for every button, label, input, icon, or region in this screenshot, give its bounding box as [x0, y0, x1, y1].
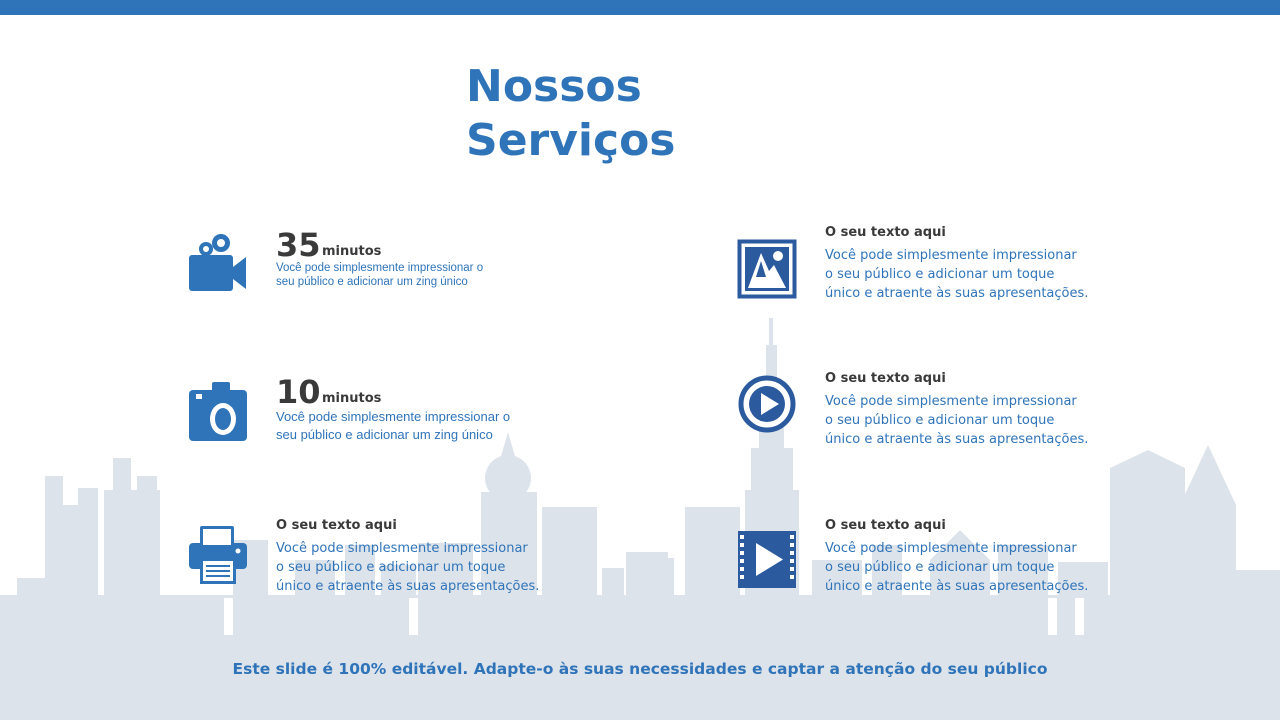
item-title-4: O seu texto aqui — [825, 518, 946, 533]
item-description-2 — [825, 246, 1115, 303]
play-circle-icon — [737, 374, 797, 434]
photo-camera-icon — [188, 381, 248, 443]
item-4-desc-line-2: o seu público e adicionar um toque — [825, 560, 1055, 575]
item-2-desc-line-1: Você pode simplesmente impressionar — [825, 248, 1077, 263]
page-title — [466, 60, 676, 168]
stat-1-desc-line-1: Você pode simplesmente impressionar o — [276, 262, 484, 274]
image-icon — [737, 239, 797, 299]
item-2-desc-line-2: o seu público e adicionar um toque — [825, 267, 1055, 282]
item-description-1 — [276, 539, 566, 596]
stat-2-desc-line-1: Você pode simplesmente impressionar o — [276, 409, 511, 424]
title-line-2: Serviços — [466, 115, 676, 166]
item-4-desc-line-1: Você pode simplesmente impressionar — [825, 541, 1077, 556]
item-description-3 — [825, 392, 1115, 449]
stat-1-desc-line-2: seu público e adicionar um zing único — [276, 276, 468, 288]
item-title-2: O seu texto aqui — [825, 225, 946, 240]
item-3-desc-line-1: Você pode simplesmente impressionar — [825, 394, 1077, 409]
stat-unit-2: minutos — [322, 391, 382, 406]
printer-icon — [188, 525, 248, 585]
stat-number-2: 10 — [276, 373, 321, 411]
item-4-desc-line-3: único e atraente às suas apresentações. — [825, 579, 1089, 594]
footer-caption: Este slide é 100% editável. Adapte-o às suas necessidades e captar a atenção do seu público — [232, 660, 1048, 678]
item-title-3: O seu texto aqui — [825, 371, 946, 386]
stat-description-2 — [276, 408, 510, 444]
stat-number-1: 35 — [276, 226, 321, 264]
item-3-desc-line-2: o seu público e adicionar um toque — [825, 413, 1055, 428]
item-1-desc-line-3: único e atraente às suas apresentações. — [276, 579, 540, 594]
item-2-desc-line-3: único e atraente às suas apresentações. — [825, 286, 1089, 301]
item-title-1: O seu texto aqui — [276, 518, 397, 533]
video-camera-icon — [188, 233, 248, 293]
title-line-1: Nossos — [466, 61, 642, 112]
stat-description-1 — [276, 261, 483, 289]
film-play-icon — [737, 530, 797, 590]
item-description-4 — [825, 539, 1115, 596]
item-1-desc-line-2: o seu público e adicionar um toque — [276, 560, 506, 575]
stat-2-desc-line-2: seu público e adicionar um zing único — [276, 427, 493, 442]
stat-unit-1: minutos — [322, 244, 382, 259]
item-1-desc-line-1: Você pode simplesmente impressionar — [276, 541, 528, 556]
item-3-desc-line-3: único e atraente às suas apresentações. — [825, 432, 1089, 447]
